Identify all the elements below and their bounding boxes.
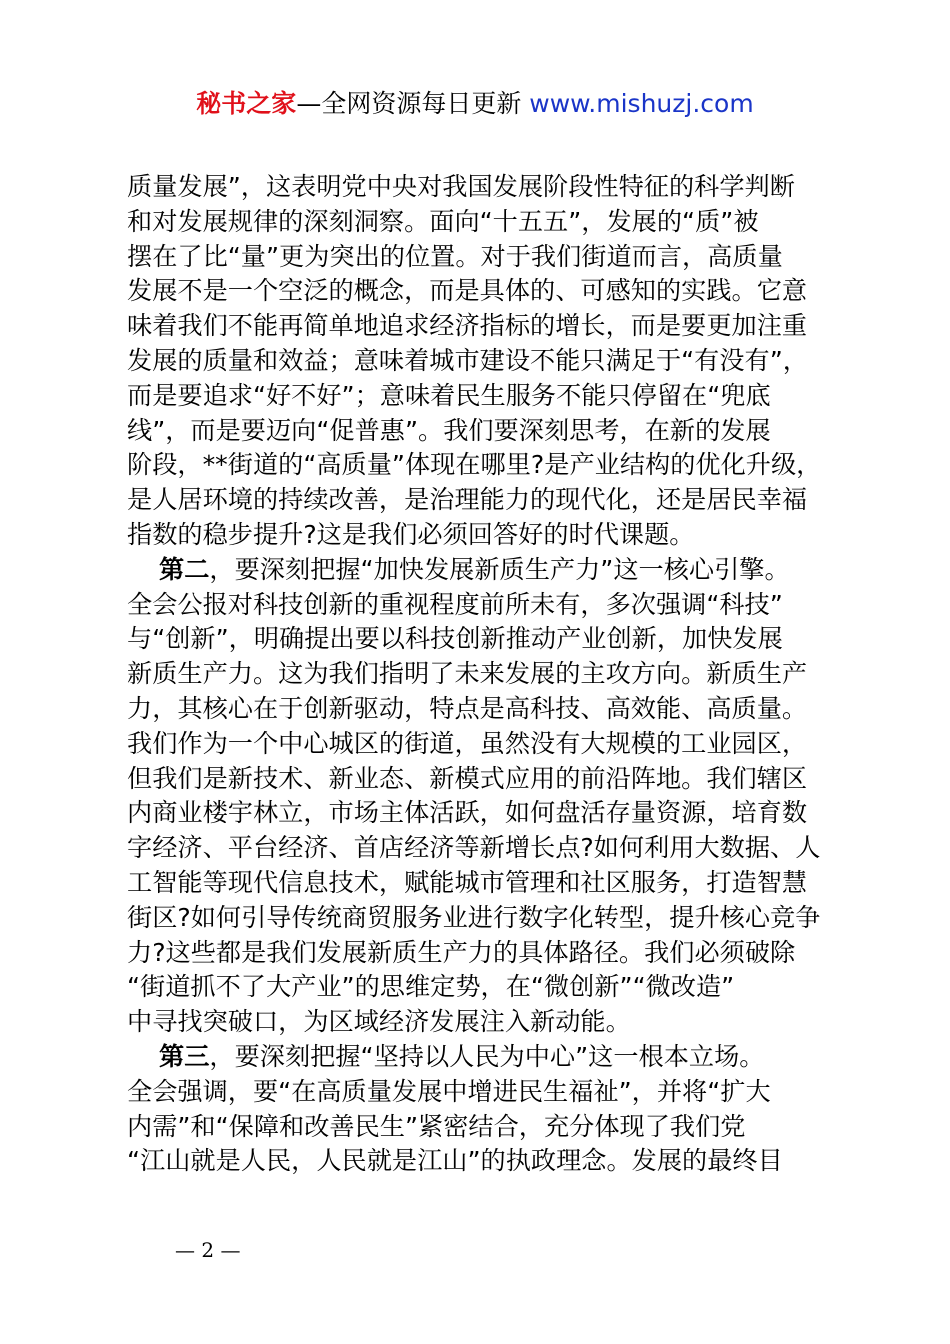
- body-line: 中寻找突破口，为区域经济发展注入新动能。: [127, 1007, 631, 1037]
- body-line: 发展的质量和效益；意味着城市建设不能只满足于“有没有”，: [127, 345, 808, 375]
- paragraph-heading-line: [127, 1040, 847, 1075]
- body-line: 力，其核心在于创新驱动，特点是高科技、高效能、高质量。: [127, 693, 808, 723]
- banner-brand: 秘书之家: [196, 89, 297, 118]
- body-line: 线”，而是要迈向“促普惠”。我们要深刻思考，在新的发展: [127, 415, 771, 445]
- body-line: “街道抓不了大产业”的思维定势，在“微创新”“微改造”: [127, 972, 735, 1002]
- paragraph-lead-text: ，要深刻把握“加快发展新质生产力”这一核心引擎。: [209, 554, 790, 584]
- body-line: 力?这些都是我们发展新质生产力的具体路径。我们必须破除: [127, 937, 796, 967]
- body-line: 但我们是新技术、新业态、新模式应用的前沿阵地。我们辖区: [127, 763, 808, 793]
- body-line: 质量发展”，这表明党中央对我国发展阶段性特征的科学判断: [127, 172, 795, 201]
- body-line: 全会强调，要“在高质量发展中增进民生福祉”，并将“扩大: [127, 1076, 771, 1106]
- body-line: 字经济、平台经济、首店经济等新增长点?如何利用大数据、人: [127, 833, 821, 863]
- body-line: 内需”和“保障和改善民生”紧密结合，充分体现了我们党: [127, 1111, 746, 1141]
- paragraph-lead-third: 第三: [159, 1041, 210, 1071]
- body-line: 发展不是一个空泛的概念，而是具体的、可感知的实践。它意: [127, 276, 808, 306]
- body-line: 全会公报对科技创新的重视程度前所未有，多次强调“科技”: [127, 589, 783, 619]
- body-line: 与“创新”，明确提出要以科技创新推动产业创新，加快发展: [127, 624, 783, 654]
- body-line: 指数的稳步提升?这是我们必须回答好的时代课题。: [127, 519, 695, 549]
- body-line: 摆在了比“量”更为突出的位置。对于我们街道而言，高质量: [127, 241, 783, 271]
- body-line: 和对发展规律的深刻洞察。面向“十五五”，发展的“质”被: [127, 206, 759, 236]
- site-banner: [0, 86, 950, 122]
- body-line: 阶段，**街道的“高质量”体现在哪里?是产业结构的优化升级，: [127, 450, 822, 480]
- body-line: “江山就是人民，人民就是江山”的执政理念。发展的最终目: [127, 1146, 783, 1176]
- body-line: 街区?如何引导传统商贸服务业进行数字化转型，提升核心竞争: [127, 902, 821, 932]
- paragraph-lead-second: 第二: [159, 554, 210, 584]
- document-body: [127, 170, 847, 1179]
- banner-url[interactable]: www.mishuzj.com: [529, 89, 754, 118]
- body-line: 是人居环境的持续改善，是治理能力的现代化，还是居民幸福: [127, 485, 808, 515]
- body-line: 而是要追求“好不好”；意味着民生服务不能只停留在“兜底: [127, 380, 771, 410]
- paragraph-lead-text: ，要深刻把握“坚持以人民为中心”这一根本立场。: [209, 1041, 765, 1071]
- banner-tagline: —全网资源每日更新: [296, 89, 530, 118]
- body-line: 工智能等现代信息技术，赋能城市管理和社区服务，打造智慧: [127, 867, 808, 897]
- body-line: 我们作为一个中心城区的街道，虽然没有大规模的工业园区，: [127, 728, 808, 758]
- paragraph-heading-line: [127, 553, 847, 588]
- body-line: 内商业楼宇林立，市场主体活跃，如何盘活存量资源，培育数: [127, 798, 808, 828]
- body-line: 新质生产力。这为我们指明了未来发展的主攻方向。新质生产: [127, 659, 808, 689]
- body-line: 味着我们不能再简单地追求经济指标的增长，而是要更加注重: [127, 311, 808, 341]
- page-number: — 2 —: [175, 1238, 241, 1262]
